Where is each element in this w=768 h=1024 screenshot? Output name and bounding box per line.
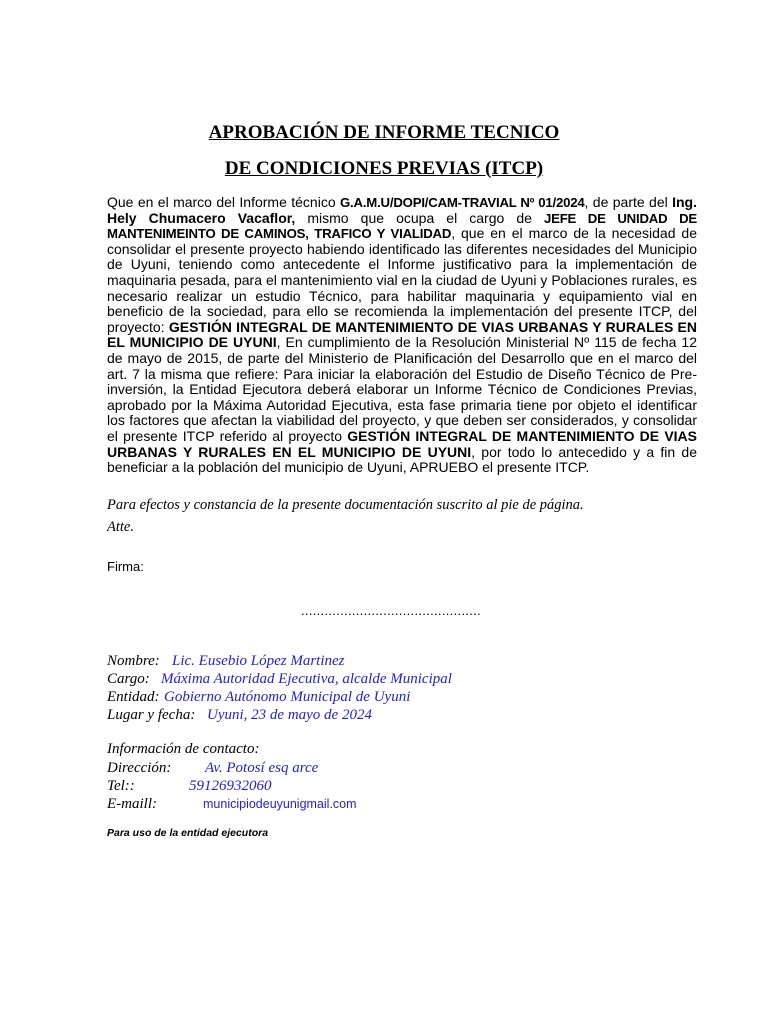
cargo-row <box>107 671 452 688</box>
lugar-fecha-row <box>107 707 372 724</box>
direccion-row <box>107 760 319 777</box>
direccion-label: Dirección: <box>107 760 172 776</box>
document-title-line-1: APROBACIÓN DE INFORME TECNICO <box>208 122 560 143</box>
entidad-value: Gobierno Autónomo Municipal de Uyuni <box>164 689 411 705</box>
project-name-1: GESTIÓN INTEGRAL DE MANTENIMIENTO DE VIAS URBANAS Y RURALES EN EL MUNICIPIO DE UYUNI <box>107 318 698 351</box>
body-text-3: mismo que ocupa el cargo de <box>295 209 544 226</box>
contact-heading: Información de contacto: <box>107 741 260 757</box>
direccion-value: Av. Potosí esq arce <box>205 760 319 776</box>
tel-label: Tel:: <box>107 778 135 794</box>
entidad-row <box>107 689 411 706</box>
tel-row <box>107 778 272 795</box>
body-paragraph <box>107 195 697 476</box>
tel-value: 59126932060 <box>189 778 272 794</box>
signature-line: .............................................. <box>301 603 481 618</box>
document-title-line-2: DE CONDICIONES PREVIAS (ITCP) <box>224 158 544 179</box>
closing-atte: Atte. <box>107 519 134 535</box>
body-text-intro: Que en el marco del Informe técnico <box>107 194 340 210</box>
email-value: municipiodeuyunigmail.com <box>203 797 357 811</box>
engineer-position: JEFE DE UNIDAD DE MANTENIMEINTO DE CAMINOS, TRAFICO Y VIALIDAD <box>107 210 697 242</box>
report-code: G.A.M.U/DOPI/CAM-TRAVIAL Nº 01/2024 <box>340 195 585 210</box>
firma-label: Firma: <box>107 559 144 574</box>
engineer-name: Ing. Hely Chumacero Vacaflor, <box>107 194 697 226</box>
cargo-value: Máxima Autoridad Ejecutiva, alcalde Municipal <box>161 671 452 687</box>
body-text-2: , de parte del <box>584 194 673 210</box>
nombre-value: Lic. Eusebio López Martinez <box>172 653 345 669</box>
lugar-fecha-value: Uyuni, 23 de mayo de 2024 <box>207 707 372 723</box>
body-text-4: , que en el marco de la necesidad de consolidar el presente proyecto habiendo identificado las diferentes necesidades del Municipio de Uyuni, teniendo como antecedente el Informe justificativo para la implementación de maquinaria pesada, para el mantenimiento vial en la ciudad de Uyuni y Poblaciones rurales, es necesario realizar un estudio Técnico, para habilitar maquinaria y equipamiento vial en beneficio de la sociedad, para ello se recomienda la implementación del presente ITCP, del proyecto: <box>107 225 697 335</box>
project-name-2: GESTIÓN INTEGRAL DE MANTENIMIENTO DE VIAS URBANAS Y RURALES EN EL MUNICIPIO DE UYUNI <box>107 427 697 460</box>
nombre-label: Nombre: <box>107 653 160 669</box>
lugar-fecha-label: Lugar y fecha: <box>107 707 196 723</box>
email-label: E-maill: <box>107 796 157 812</box>
email-row <box>107 796 357 813</box>
body-text-5: , En cumplimiento de la Resolución Ministerial Nº 115 de fecha 12 de mayo de 2015, de parte del Ministerio de Planificación del Desarrollo que en el marco del art. 7 la misma que refiere: Para iniciar la elaboración del Estudio de Diseño Técnico de Pre-inversión, la Entidad Ejecutora deberá elaborar un Informe Técnico de Condiciones Previas, aprobado por la Máxima Autoridad Ejecutiva, esta fase primaria tiene por objeto el identificar los factores que afectan la viabilidad del proyecto, y que deben ser considerados, y consolidar el presente ITCP referido al proyecto <box>107 334 698 444</box>
signature-note: Para efectos y constancia de la presente documentación suscrito al pie de página. <box>107 497 584 513</box>
body-text-6: , por todo lo antecedido y a fin de beneficiar a la población del municipio de Uyuni, APRUEBO el presente ITCP. <box>107 443 697 476</box>
nombre-row <box>107 653 345 670</box>
cargo-label: Cargo: <box>107 671 150 687</box>
footer-note: Para uso de la entidad ejecutora <box>107 827 269 839</box>
entidad-label: Entidad: <box>107 689 160 705</box>
